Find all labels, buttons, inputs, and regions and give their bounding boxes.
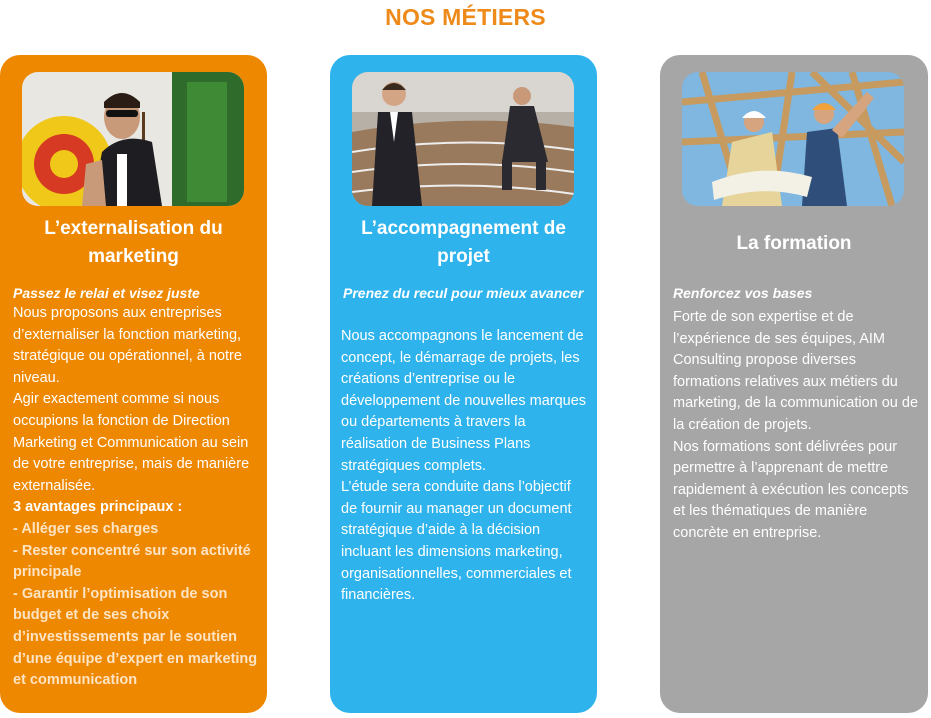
card-formation [660, 55, 928, 713]
card-tagline: Prenez du recul pour mieux avancer [343, 285, 584, 301]
paragraph: Forte de son expertise et de l’expérience de ses équipes, AIM Consulting propose diverses formations relatives aux métiers du marketing, de la communication ou de la création de projets. [673, 309, 919, 433]
advantage-item: - Alléger ses charges [13, 520, 159, 537]
runners-photo [352, 72, 574, 206]
paragraph: Nous accompagnons le lancement de concept, le démarrage de projets, les créations d’entreprise ou le développement de nouvelles marques ou départements à travers la réalisation de Business Plans stratégiques complets. [341, 328, 587, 474]
card-tagline: Passez le relai et visez juste [13, 285, 200, 301]
advantages-list [13, 519, 259, 692]
advantage-item: - Rester concentré sur son activité principale [13, 542, 251, 581]
card-description [341, 326, 589, 607]
card-title: L’externalisation du marketing [44, 218, 223, 267]
card-title: L’accompagnement de projet [361, 218, 566, 267]
paragraph: L’étude sera conduite dans l’objectif de fournir au manager un document stratégique d’aide à la décision incluant les dimensions marketing, organisationnelles, commerciales et financières. [341, 479, 572, 604]
card-description [13, 303, 259, 692]
card-accompagnement [330, 55, 597, 713]
construction-photo [682, 72, 904, 206]
advantage-item: - Garantir l’optimisation de son budget et de ses choix d’investissements par le soutien d’une équipe d’expert en marketing et communication [13, 585, 258, 689]
paragraph: Nos formations sont délivrées pour permettre à l’apprenant de mettre rapidement à exécution les concepts et les thématiques de manière concrète en entreprise. [673, 438, 909, 541]
paragraph: Nous proposons aux entreprises d’externaliser la fonction marketing, stratégique ou opérationnel, à notre niveau. [13, 305, 242, 386]
card-title: La formation [736, 233, 852, 254]
page-title: NOS MÉTIERS [385, 4, 546, 30]
archer-photo [22, 72, 244, 206]
advantages-title: 3 avantages principaux : [13, 499, 183, 516]
paragraph: Agir exactement comme si nous occupions la fonction de Direction Marketing et Communication au sein de votre entreprise, mais de manière externalisée. [13, 391, 250, 494]
card-description [673, 307, 920, 545]
card-tagline: Renforcez vos bases [673, 285, 813, 301]
card-externalisation [0, 55, 267, 713]
